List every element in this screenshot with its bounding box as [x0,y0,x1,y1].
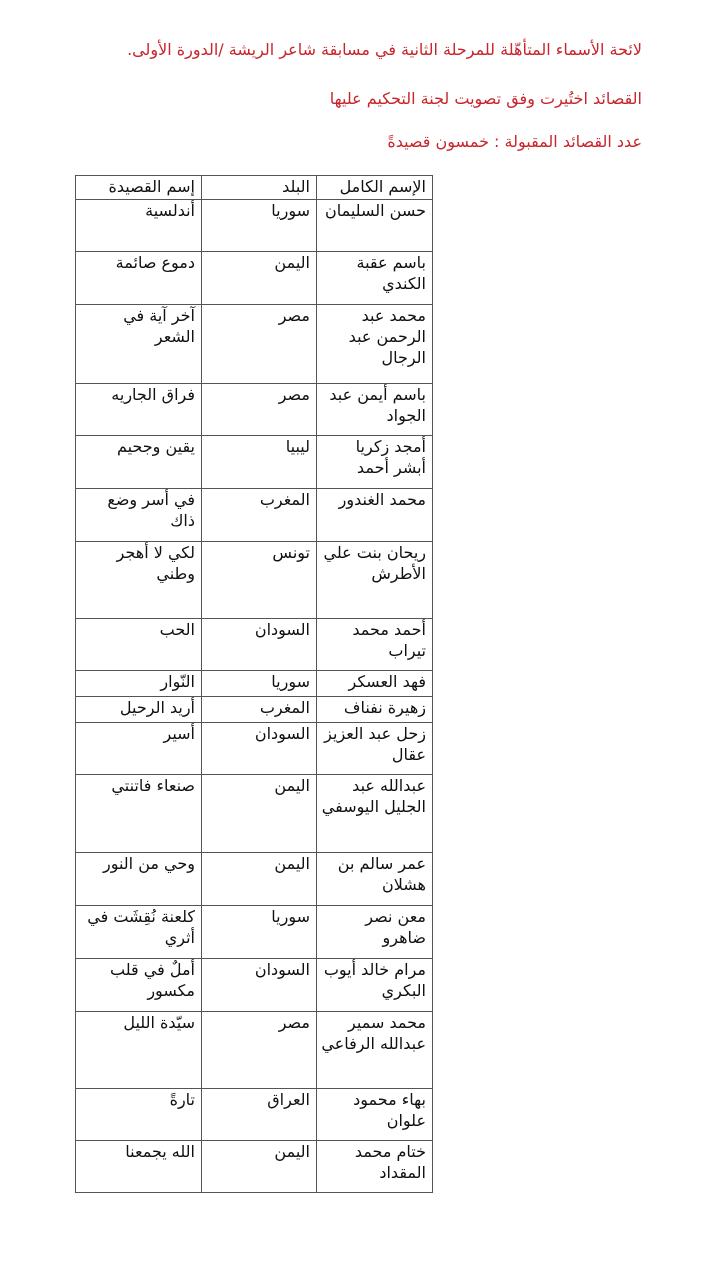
cell-full-name: حسن السليمان [317,200,433,252]
cell-country: مصر [202,305,317,384]
cell-full-name: زهيرة نفناف [317,697,433,723]
cell-full-name: زحل عبد العزيز عقال [317,723,433,775]
document-title: لائحة الأسماء المتأهّلة للمرحلة الثانية في مسابقة شاعر الريشة /الدورة الأولى. [127,40,642,59]
cell-country: سوريا [202,671,317,697]
table-row [76,906,433,959]
cell-country: المغرب [202,489,317,542]
cell-country: مصر [202,1012,317,1089]
cell-full-name: محمد عبد الرحمن عبد الرجال [317,305,433,384]
cell-poem-title: لكي لا أهجر وطني [76,542,202,619]
cell-full-name: ريحان بنت علي الأطرش [317,542,433,619]
cell-full-name: عبدالله عبد الجليل اليوسفي [317,775,433,853]
cell-country: السودان [202,959,317,1012]
cell-full-name: ختام محمد المقداد [317,1141,433,1193]
cell-full-name: عمر سالم بن هشلان [317,853,433,906]
table-header-row [76,176,433,200]
accepted-count: عدد القصائد المقبولة : خمسون قصيدةً [387,132,642,151]
table-row [76,1012,433,1089]
cell-poem-title: آخر آية في الشعر [76,305,202,384]
cell-country: العراق [202,1089,317,1141]
cell-poem-title: النّوار [76,671,202,697]
cell-poem-title: كلعنة نُقِشَت في أثري [76,906,202,959]
cell-poem-title: أملٌ في قلب مكسور [76,959,202,1012]
cell-country: السودان [202,723,317,775]
table-row [76,305,433,384]
cell-full-name: معن نصر ضاهرو [317,906,433,959]
cell-full-name: باسم أيمن عبد الجواد [317,384,433,436]
cell-poem-title: فراق الجاريه [76,384,202,436]
column-header-full-name: الإسم الكامل [317,176,433,200]
cell-country: مصر [202,384,317,436]
cell-full-name: باسم عقبة الكندي [317,252,433,305]
cell-poem-title: تارةً [76,1089,202,1141]
table-row [76,200,433,252]
table-row [76,1089,433,1141]
table-row [76,671,433,697]
selection-note: القصائد اختُيرت وفق تصويت لجنة التحكيم عليها [329,89,642,108]
table-row [76,542,433,619]
cell-full-name: محمد سمير عبدالله الرفاعي [317,1012,433,1089]
cell-full-name: فهد العسكر [317,671,433,697]
table-row [76,1141,433,1193]
cell-poem-title: أريد الرحيل [76,697,202,723]
table-row [76,252,433,305]
cell-poem-title: دموع صائمة [76,252,202,305]
table-row [76,697,433,723]
cell-full-name: محمد الغندور [317,489,433,542]
cell-country: تونس [202,542,317,619]
qualifiers-table [75,175,433,1193]
table-row [76,775,433,853]
cell-poem-title: في أسر وضع ذاك [76,489,202,542]
table-row [76,723,433,775]
cell-poem-title: سيّدة الليل [76,1012,202,1089]
cell-poem-title: أندلسية [76,200,202,252]
table-row [76,384,433,436]
cell-full-name: مرام خالد أيوب البكري [317,959,433,1012]
cell-country: السودان [202,619,317,671]
table-row [76,619,433,671]
cell-country: المغرب [202,697,317,723]
cell-poem-title: الحب [76,619,202,671]
table-row [76,436,433,489]
column-header-country: البلد [202,176,317,200]
cell-poem-title: صنعاء فاتنتي [76,775,202,853]
cell-country: اليمن [202,1141,317,1193]
cell-country: سوريا [202,906,317,959]
table-row [76,853,433,906]
cell-full-name: أمجد زكريا أبشر أحمد [317,436,433,489]
cell-poem-title: يقين وجحيم [76,436,202,489]
column-header-poem: إسم القصيدة [76,176,202,200]
cell-full-name: أحمد محمد تيراب [317,619,433,671]
table-row [76,489,433,542]
cell-country: سوريا [202,200,317,252]
cell-full-name: بهاء محمود علوان [317,1089,433,1141]
cell-poem-title: وحي من النور [76,853,202,906]
cell-country: اليمن [202,775,317,853]
table-row [76,959,433,1012]
cell-country: اليمن [202,853,317,906]
cell-country: ليبيا [202,436,317,489]
table-body [76,200,433,1193]
cell-country: اليمن [202,252,317,305]
cell-poem-title: أسير [76,723,202,775]
cell-poem-title: الله يجمعنا [76,1141,202,1193]
